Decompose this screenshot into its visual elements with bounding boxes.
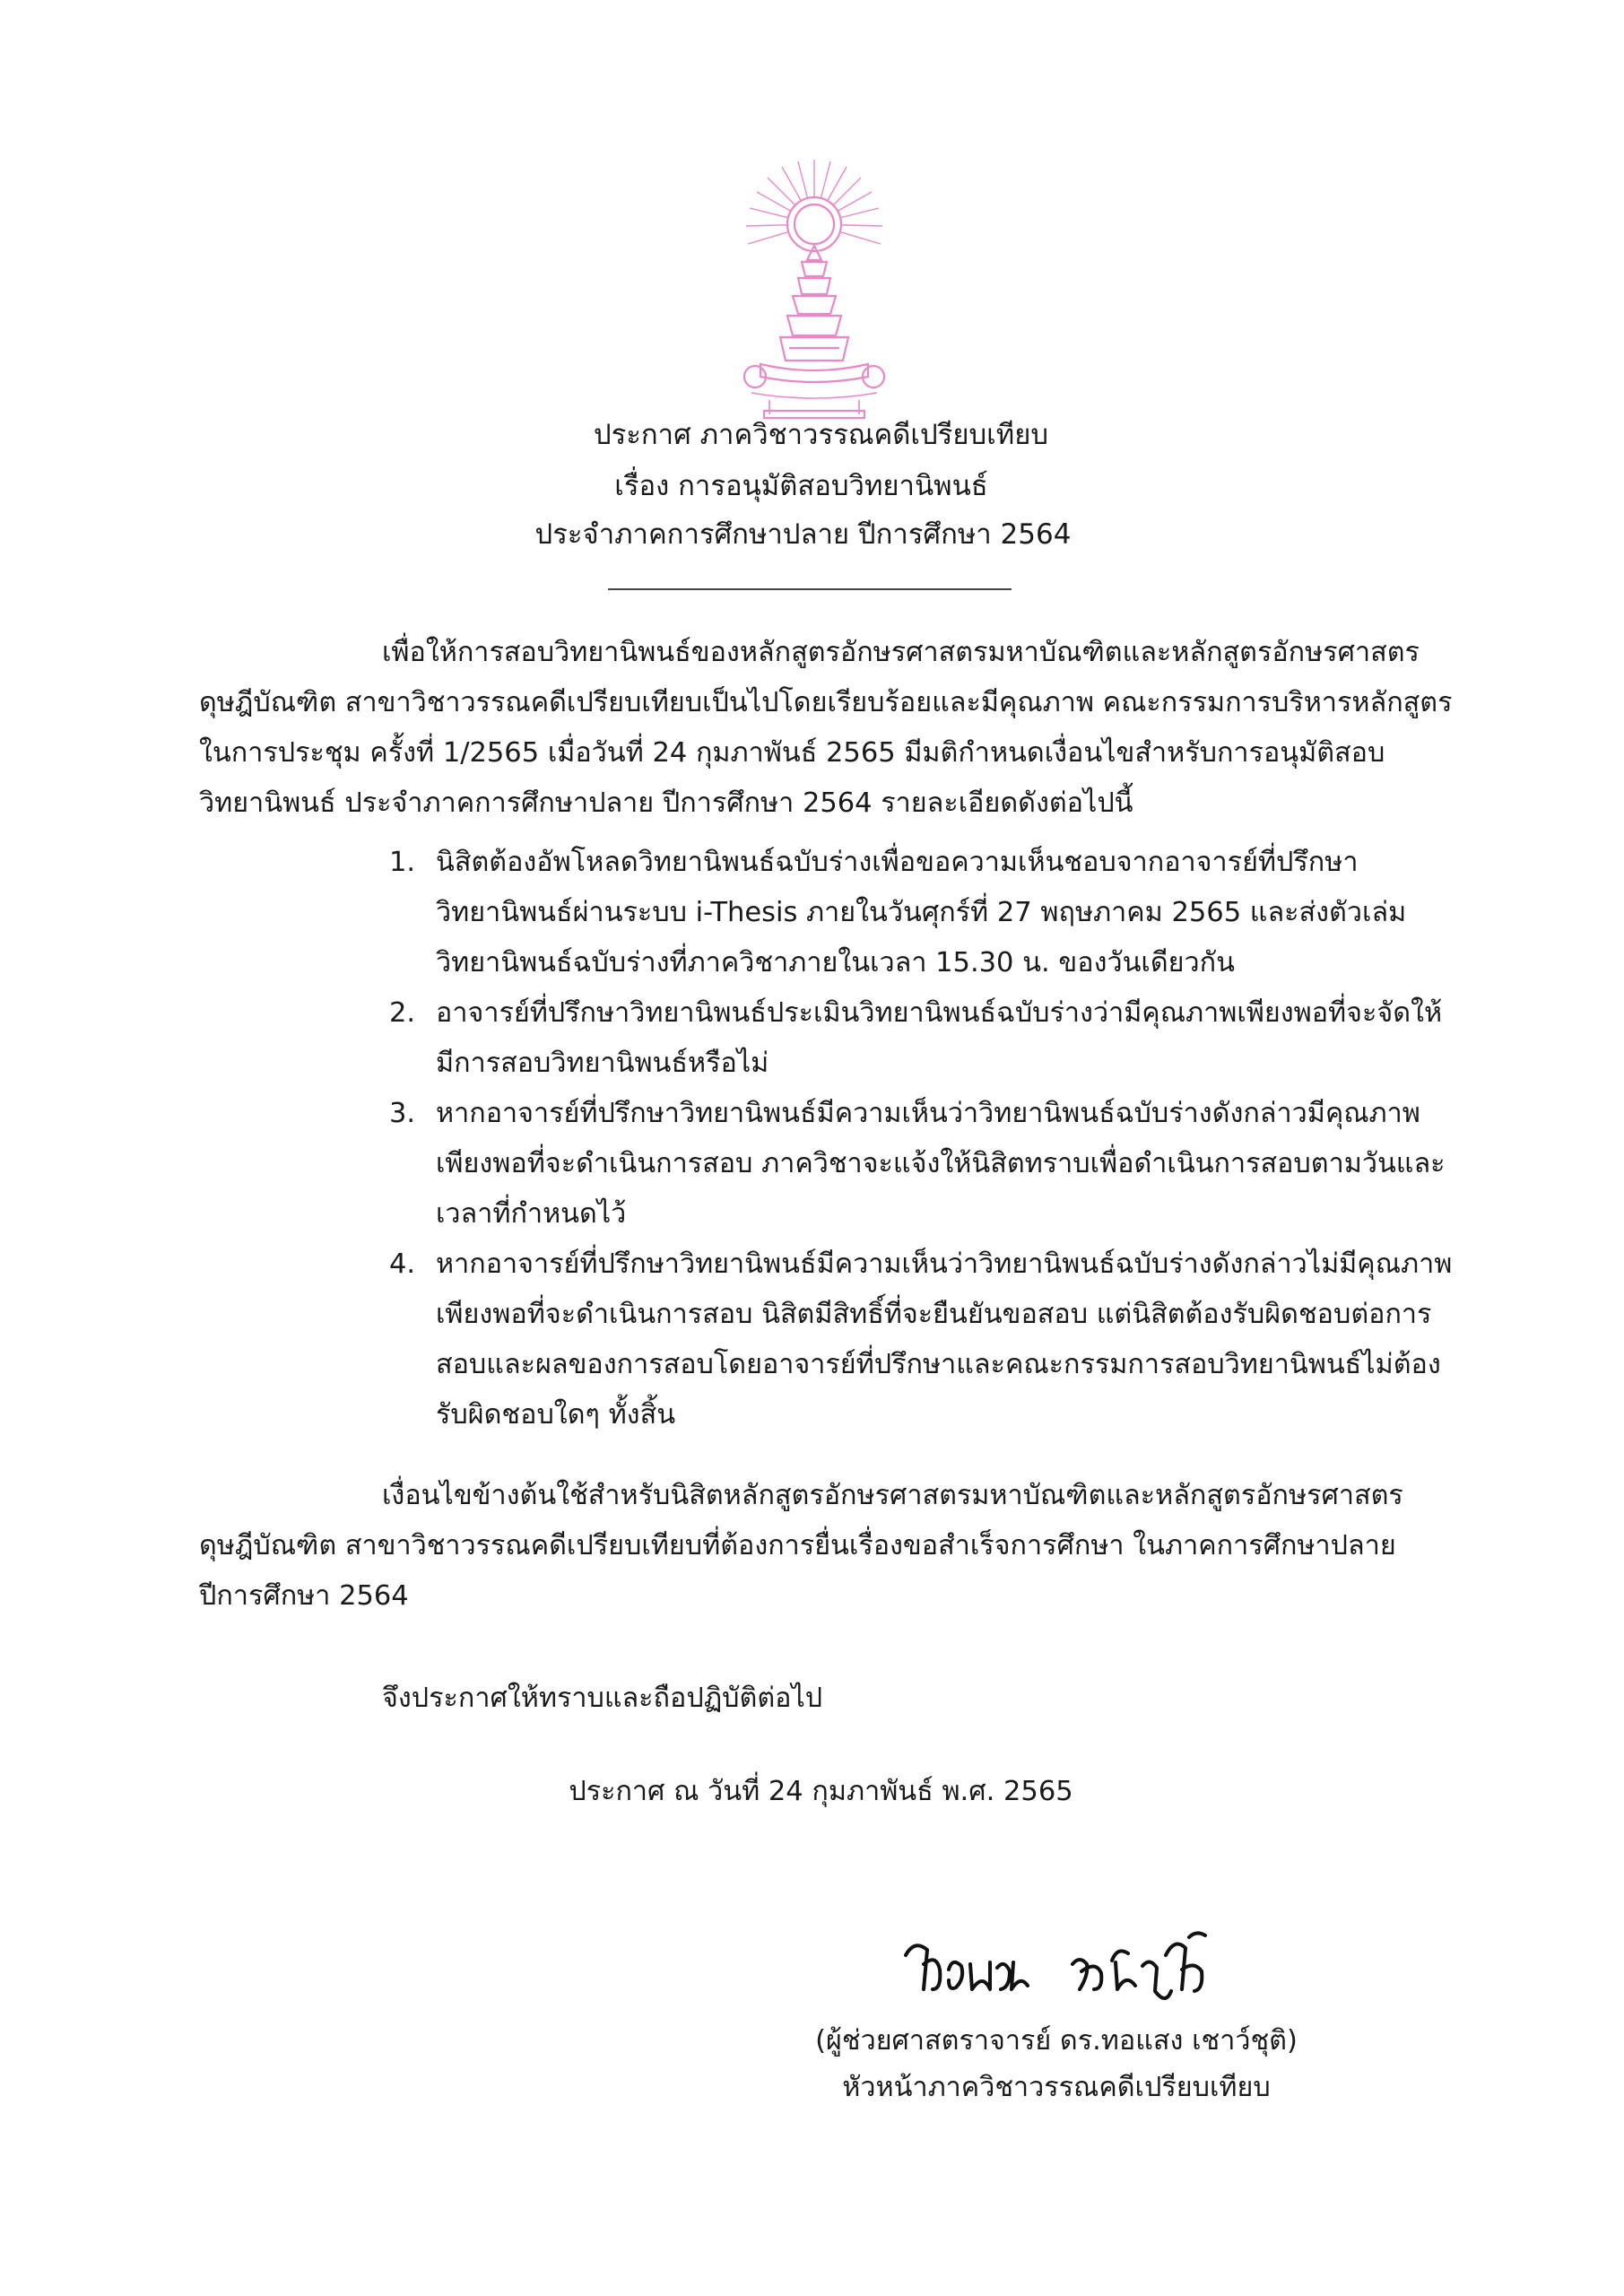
intro-line: ดุษฎีบัณฑิต สาขาวิชาวรรณคดีเปรียบเทียบเป็นไปโดยเรียบร้อยและมีคุณภาพ คณะกรรมการบริหารหลักสูตร — [199, 687, 1453, 718]
condition-number: 3. — [389, 1098, 416, 1129]
condition-line: เวลาที่กำหนดไว้ — [436, 1198, 627, 1230]
intro-line: วิทยานิพนธ์ ประจำภาคการศึกษาปลาย ปีการศึกษา 2564 รายละเอียดดังต่อไปนี้ — [199, 787, 1133, 819]
signer-title: หัวหน้าภาควิชาวรรณคดีเปรียบเทียบ — [842, 2072, 1271, 2103]
eligibility-line: ปีการศึกษา 2564 — [199, 1580, 409, 1612]
intro-line: เพื่อให้การสอบวิทยานิพนธ์ของหลักสูตรอักษรศาสตรมหาบัณฑิตและหลักสูตรอักษรศาสตร — [382, 637, 1420, 668]
condition-line: วิทยานิพนธ์ผ่านระบบ i-Thesis ภายในวันศุกร์ที่ 27 พฤษภาคม 2565 และส่งตัวเล่ม — [436, 897, 1407, 928]
condition-item — [389, 1089, 1446, 1239]
announcement-date: ประกาศ ณ วันที่ 24 กุมภาพันธ์ พ.ศ. 2565 — [569, 1776, 1073, 1807]
condition-number: 4. — [389, 1248, 416, 1280]
university-emblem-icon — [725, 152, 904, 422]
condition-line: หากอาจารย์ที่ปรึกษาวิทยานิพนธ์มีความเห็นว่าวิทยานิพนธ์ฉบับร่างดังกล่าวมีคุณภาพ — [436, 1098, 1420, 1129]
condition-item — [391, 838, 1437, 988]
intro-line: ในการประชุม ครั้งที่ 1/2565 เมื่อวันที่ 24 กุมภาพันธ์ 2565 มีมติกำหนดเงื่อนไขสำหรับการอนุมัติสอบ — [199, 737, 1385, 769]
conditions-list — [389, 838, 1453, 1440]
condition-line: อาจารย์ที่ปรึกษาวิทยานิพนธ์ประเมินวิทยานิพนธ์ฉบับร่างว่ามีคุณภาพเพียงพอที่จะจัดให้ — [436, 997, 1443, 1029]
eligibility-line: ดุษฎีบัณฑิต สาขาวิชาวรรณคดีเปรียบเทียบที่ต้องการยื่นเรื่องขอสำเร็จการศึกษา ในภาคการศึกษาปลาย — [199, 1530, 1396, 1561]
eligibility-line: เงื่อนไขข้างต้นใช้สำหรับนิสิตหลักสูตรอักษรศาสตรมหาบัณฑิตและหลักสูตรอักษรศาสตร — [382, 1480, 1403, 1511]
condition-line: รับผิดชอบใดๆ ทั้งสิ้น — [436, 1399, 676, 1431]
announcement-term: ประจำภาคการศึกษาปลาย ปีการศึกษา 2564 — [534, 518, 1072, 551]
announcement-title: ประกาศ ภาควิชาวรรณคดีเปรียบเทียบ — [593, 419, 1049, 451]
closing-line: จึงประกาศให้ทราบและถือปฏิบัติต่อไป — [382, 1683, 823, 1714]
condition-line: นิสิตต้องอัพโหลดวิทยานิพนธ์ฉบับร่างเพื่อขอความเห็นชอบจากอาจารย์ที่ปรึกษา — [436, 847, 1359, 878]
condition-item — [389, 1239, 1453, 1440]
condition-line: เพียงพอที่จะดำเนินการสอบ ภาควิชาจะแจ้งให้นิสิตทราบเพื่อดำเนินการสอบตามวันและ — [436, 1148, 1446, 1179]
condition-line: สอบและผลของการสอบโดยอาจารย์ที่ปรึกษาและคณะกรรมการสอบวิทยานิพนธ์ไม่ต้อง — [436, 1349, 1441, 1380]
condition-line: วิทยานิพนธ์ฉบับร่างที่ภาควิชาภายในเวลา 15.30 น. ของวันเดียวกัน — [436, 947, 1235, 978]
handwritten-signature — [897, 1919, 1220, 2018]
condition-item — [389, 988, 1443, 1089]
condition-line: หากอาจารย์ที่ปรึกษาวิทยานิพนธ์มีความเห็นว่าวิทยานิพนธ์ฉบับร่างดังกล่าวไม่มีคุณภาพ — [436, 1248, 1453, 1280]
eligibility-paragraph — [199, 1471, 1437, 1622]
closing-statement — [199, 1674, 822, 1724]
condition-line: มีการสอบวิทยานิพนธ์หรือไม่ — [436, 1048, 769, 1079]
condition-line: เพียงพอที่จะดำเนินการสอบ นิสิตมีสิทธิ์ที่จะยืนยันขอสอบ แต่นิสิตต้องรับผิดชอบต่อการ — [436, 1299, 1432, 1330]
title-divider — [608, 588, 1012, 590]
condition-number: 2. — [389, 997, 416, 1029]
signer-name: (ผู้ช่วยศาสตราจารย์ ดร.ทอแสง เชาว์ชุติ) — [815, 2025, 1298, 2057]
announcement-subject: เรื่อง การอนุมัติสอบวิทยานิพนธ์ — [614, 470, 988, 502]
condition-number: 1. — [389, 847, 416, 878]
intro-paragraph — [199, 628, 1453, 829]
